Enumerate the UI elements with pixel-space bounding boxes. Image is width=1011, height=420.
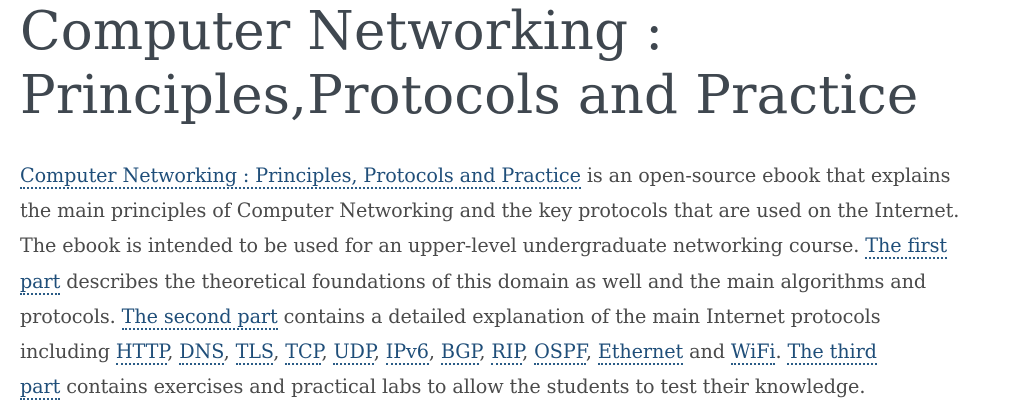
separator-text: , [273, 340, 286, 364]
page-title-line-2: Principles,Protocols and Practice [20, 65, 919, 126]
protocol-links [116, 340, 776, 365]
paragraph-text: protocols. [20, 304, 122, 328]
separator-text: , [585, 340, 598, 364]
protocol-link-rip[interactable]: RIP [491, 340, 523, 364]
third-part-link[interactable]: The third [787, 340, 877, 364]
page-title [20, 0, 1005, 128]
paragraph-text: including [20, 340, 116, 364]
separator-text: , [428, 340, 441, 364]
separator-text: and [683, 340, 731, 364]
protocol-link-tls[interactable]: TLS [235, 340, 274, 364]
first-part-link-cont[interactable]: part [20, 269, 61, 293]
protocol-link-http[interactable]: HTTP [115, 340, 168, 364]
third-part-link-cont[interactable]: part [20, 375, 61, 399]
protocol-link-udp[interactable]: UDP [333, 340, 374, 364]
separator-text: , [479, 340, 492, 364]
paragraph-text: The ebook is intended to be used for an upper-level undergraduate networking course. [20, 234, 866, 258]
second-part-link[interactable]: The second part [121, 304, 278, 328]
paragraph-text: contains a detailed explanation of the main Internet protocols [277, 304, 881, 328]
separator-text: , [223, 340, 236, 364]
paragraph-line [20, 369, 1005, 404]
protocol-link-tcp[interactable]: TCP [285, 340, 322, 364]
separator-text: , [373, 340, 386, 364]
protocol-link-ethernet[interactable]: Ethernet [597, 340, 684, 364]
first-part-link[interactable]: The first [865, 234, 947, 258]
paragraph-text: the main principles of Computer Networking and the key protocols that are used on the Internet. [20, 199, 960, 223]
protocol-link-ipv6[interactable]: IPv6 [385, 340, 429, 364]
paragraph-text: is an open-source ebook that explains [580, 164, 951, 187]
paragraph-line [20, 299, 1005, 334]
page-content [20, 0, 1005, 399]
protocol-link-ospf[interactable]: OSPF [534, 340, 586, 364]
separator-text: , [167, 340, 180, 364]
separator-text: , [522, 340, 535, 364]
protocol-link-bgp[interactable]: BGP [440, 340, 480, 364]
paragraph-text: . [775, 340, 788, 364]
protocol-link-wifi[interactable]: WiFi [730, 340, 776, 364]
paragraph-text: contains exercises and practical labs to allow the students to test their knowledge. [60, 375, 866, 399]
paragraph-line [20, 228, 1005, 263]
paragraph-line [20, 158, 1005, 193]
paragraph-line [20, 334, 1005, 369]
intro-paragraph [20, 158, 1005, 404]
book-link[interactable]: Computer Networking : Principles, Protocols and Practice [20, 164, 581, 187]
paragraph-line [20, 193, 1005, 228]
protocol-link-dns[interactable]: DNS [179, 340, 224, 364]
paragraph-text: describes the theoretical foundations of this domain as well and the main algorithms and [60, 269, 927, 293]
separator-text: , [321, 340, 334, 364]
page-title-line-1: Computer Networking : [20, 1, 664, 62]
paragraph-line [20, 264, 1005, 299]
